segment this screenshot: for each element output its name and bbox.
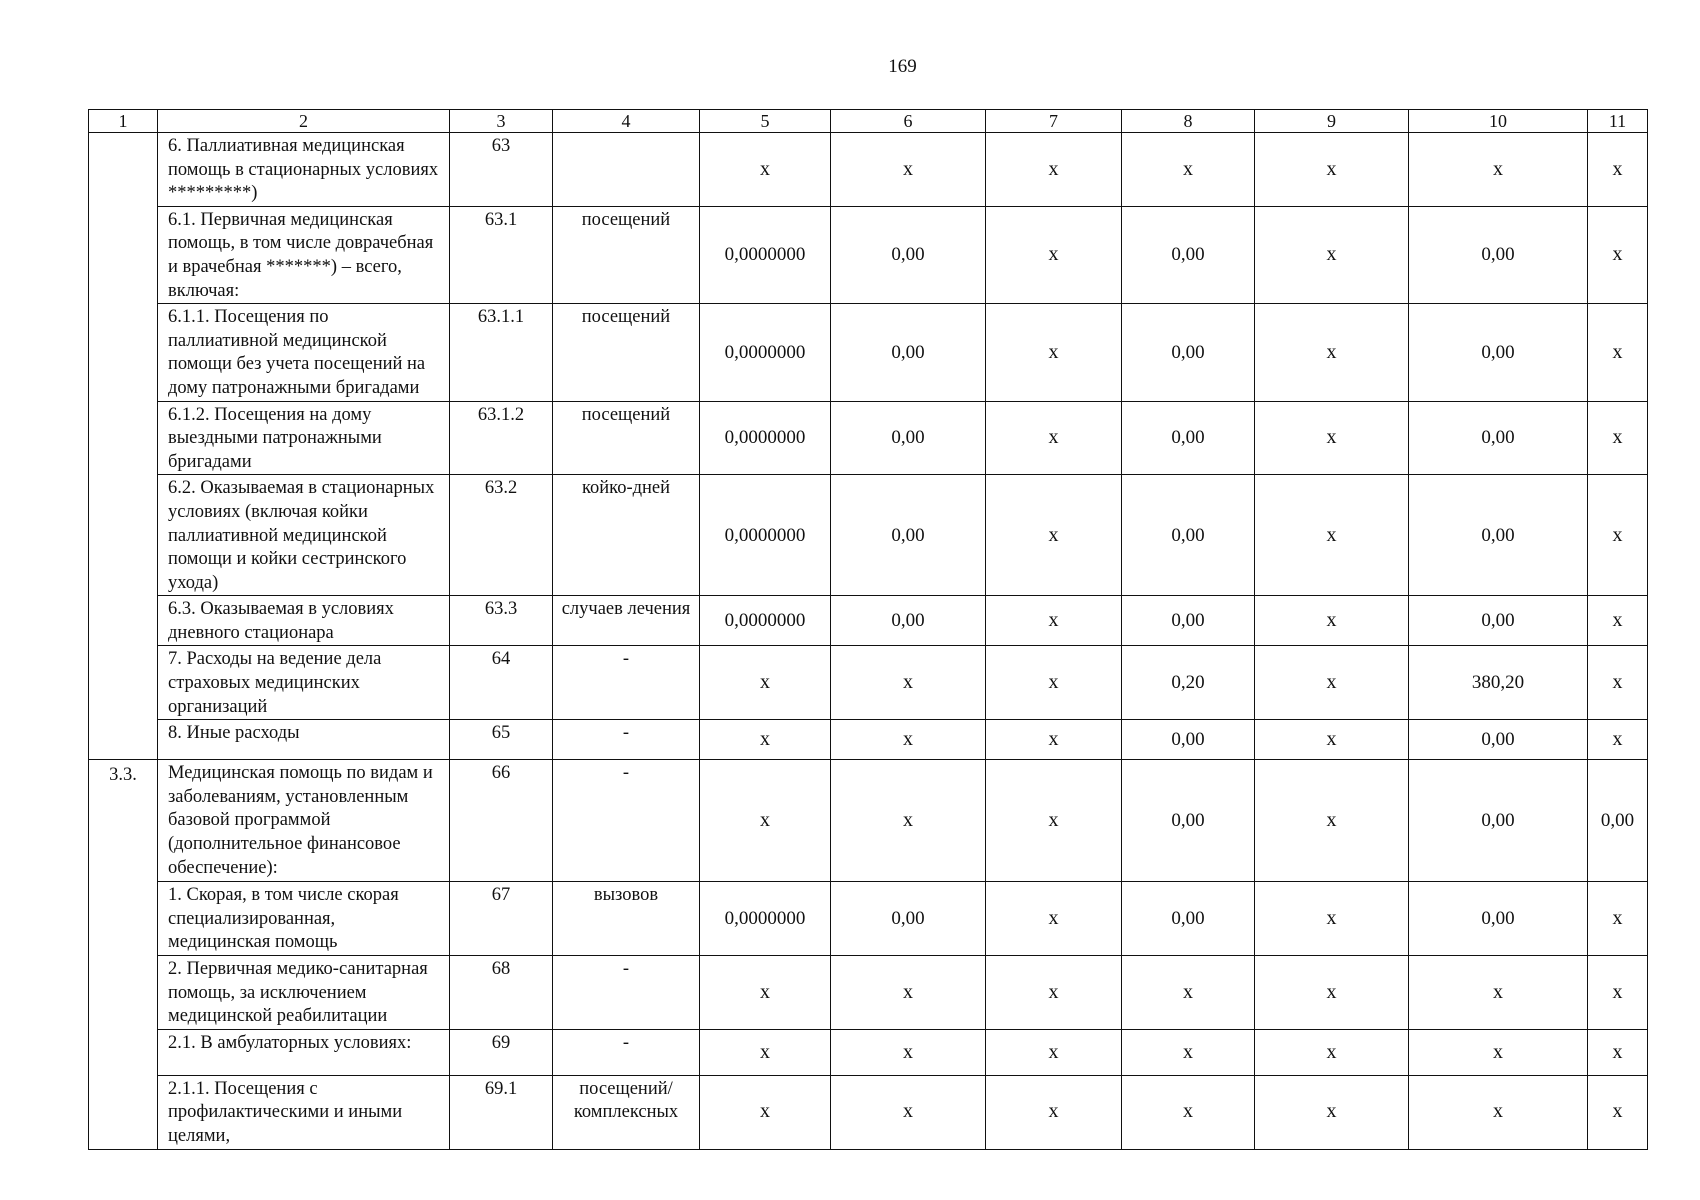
value-cell-6: х — [831, 1029, 986, 1075]
value-cell-8: 0,00 — [1122, 720, 1255, 760]
section-number-cell — [89, 133, 158, 207]
table-row — [89, 401, 1648, 475]
value-cell-6: х — [831, 133, 986, 207]
row-code-cell: 65 — [450, 720, 553, 760]
column-number: 10 — [1409, 110, 1588, 133]
value-cell-6: х — [831, 956, 986, 1030]
value-cell-10: х — [1409, 1029, 1588, 1075]
unit-cell: - — [553, 1029, 700, 1075]
value-cell-11: х — [1588, 1075, 1648, 1149]
value-cell-10: 0,00 — [1409, 596, 1588, 646]
value-cell-5: 0,0000000 — [700, 882, 831, 956]
value-cell-8: 0,00 — [1122, 760, 1255, 882]
value-cell-7: х — [986, 1075, 1122, 1149]
value-cell-7: х — [986, 596, 1122, 646]
value-cell-6: 0,00 — [831, 882, 986, 956]
column-number: 1 — [89, 110, 158, 133]
unit-cell: койко-дней — [553, 475, 700, 596]
value-cell-5: 0,0000000 — [700, 475, 831, 596]
row-code-cell: 63.3 — [450, 596, 553, 646]
value-cell-11: х — [1588, 206, 1648, 303]
value-cell-11: х — [1588, 956, 1648, 1030]
value-cell-6: х — [831, 1075, 986, 1149]
value-cell-8: 0,00 — [1122, 475, 1255, 596]
column-number: 5 — [700, 110, 831, 133]
table-row — [89, 596, 1648, 646]
value-cell-6: 0,00 — [831, 304, 986, 401]
row-code-cell: 64 — [450, 646, 553, 720]
description-cell: 6.1. Первичная медицинская помощь, в том числе доврачебная и врачебная *******) – всего, включая: — [158, 206, 450, 303]
value-cell-11: х — [1588, 596, 1648, 646]
table-row — [89, 206, 1648, 303]
value-cell-6: 0,00 — [831, 206, 986, 303]
section-number-cell — [89, 1029, 158, 1075]
value-cell-11: х — [1588, 720, 1648, 760]
table-row — [89, 956, 1648, 1030]
table-row — [89, 475, 1648, 596]
row-code-cell: 67 — [450, 882, 553, 956]
unit-cell: - — [553, 720, 700, 760]
description-cell: 2.1.1. Посещения с профилактическими и иными целями, — [158, 1075, 450, 1149]
section-number-cell — [89, 596, 158, 646]
value-cell-5: х — [700, 133, 831, 207]
value-cell-10: 0,00 — [1409, 475, 1588, 596]
column-number-row — [89, 110, 1648, 133]
value-cell-10: 0,00 — [1409, 882, 1588, 956]
table-row — [89, 646, 1648, 720]
value-cell-6: х — [831, 720, 986, 760]
value-cell-8: 0,00 — [1122, 401, 1255, 475]
row-code-cell: 68 — [450, 956, 553, 1030]
value-cell-11: х — [1588, 1029, 1648, 1075]
section-number-cell — [89, 956, 158, 1030]
value-cell-8: 0,00 — [1122, 596, 1255, 646]
value-cell-11: х — [1588, 401, 1648, 475]
value-cell-9: х — [1255, 720, 1409, 760]
section-number-cell — [89, 720, 158, 760]
row-code-cell: 63.2 — [450, 475, 553, 596]
value-cell-8: 0,00 — [1122, 206, 1255, 303]
row-code-cell: 63 — [450, 133, 553, 207]
value-cell-9: х — [1255, 882, 1409, 956]
value-cell-7: х — [986, 304, 1122, 401]
value-cell-10: 0,00 — [1409, 760, 1588, 882]
value-cell-7: х — [986, 133, 1122, 207]
column-number: 2 — [158, 110, 450, 133]
description-cell: Медицинская помощь по видам и заболеваниям, установленным базовой программой (дополнительное финансовое обеспечение): — [158, 760, 450, 882]
section-number-cell — [89, 1075, 158, 1149]
description-cell: 6.2. Оказываемая в стационарных условиях (включая койки паллиативной медицинской помощи и койки сестринского ухода) — [158, 475, 450, 596]
value-cell-11: 0,00 — [1588, 760, 1648, 882]
unit-cell: случаев лечения — [553, 596, 700, 646]
value-cell-8: х — [1122, 956, 1255, 1030]
description-cell: 6.1.1. Посещения по паллиативной медицинской помощи без учета посещений на дому патронажными бригадами — [158, 304, 450, 401]
description-cell: 2.1. В амбулаторных условиях: — [158, 1029, 450, 1075]
section-number-cell — [89, 304, 158, 401]
unit-cell: посещений/ комплексных — [553, 1075, 700, 1149]
table-row — [89, 304, 1648, 401]
value-cell-10: х — [1409, 133, 1588, 207]
unit-cell: посещений — [553, 401, 700, 475]
value-cell-7: х — [986, 760, 1122, 882]
unit-cell: посещений — [553, 206, 700, 303]
page-number: 169 — [888, 56, 917, 77]
value-cell-6: 0,00 — [831, 596, 986, 646]
column-number: 11 — [1588, 110, 1648, 133]
value-cell-5: х — [700, 1029, 831, 1075]
table-row — [89, 882, 1648, 956]
value-cell-7: х — [986, 1029, 1122, 1075]
value-cell-5: 0,0000000 — [700, 304, 831, 401]
section-number-cell — [89, 475, 158, 596]
value-cell-11: х — [1588, 646, 1648, 720]
value-cell-6: х — [831, 760, 986, 882]
section-number-cell — [89, 882, 158, 956]
value-cell-7: х — [986, 882, 1122, 956]
value-cell-8: х — [1122, 133, 1255, 207]
column-number: 8 — [1122, 110, 1255, 133]
unit-cell: посещений — [553, 304, 700, 401]
table-row — [89, 760, 1648, 882]
unit-cell: вызовов — [553, 882, 700, 956]
value-cell-6: х — [831, 646, 986, 720]
value-cell-8: 0,00 — [1122, 304, 1255, 401]
section-number-cell — [89, 401, 158, 475]
value-cell-11: х — [1588, 133, 1648, 207]
value-cell-6: 0,00 — [831, 401, 986, 475]
value-cell-9: х — [1255, 956, 1409, 1030]
column-number: 9 — [1255, 110, 1409, 133]
value-cell-9: х — [1255, 1029, 1409, 1075]
table-row — [89, 133, 1648, 207]
value-cell-8: 0,20 — [1122, 646, 1255, 720]
value-cell-5: х — [700, 1075, 831, 1149]
value-cell-7: х — [986, 206, 1122, 303]
row-code-cell: 69.1 — [450, 1075, 553, 1149]
value-cell-10: 0,00 — [1409, 206, 1588, 303]
value-cell-9: х — [1255, 475, 1409, 596]
description-cell: 1. Скорая, в том числе скорая специализированная, медицинская помощь — [158, 882, 450, 956]
value-cell-11: х — [1588, 882, 1648, 956]
value-cell-5: 0,0000000 — [700, 596, 831, 646]
value-cell-7: х — [986, 475, 1122, 596]
value-cell-9: х — [1255, 133, 1409, 207]
value-cell-7: х — [986, 401, 1122, 475]
value-cell-10: 0,00 — [1409, 720, 1588, 760]
row-code-cell: 63.1.1 — [450, 304, 553, 401]
data-table — [88, 109, 1648, 1150]
value-cell-10: 0,00 — [1409, 401, 1588, 475]
value-cell-9: х — [1255, 760, 1409, 882]
value-cell-5: х — [700, 646, 831, 720]
value-cell-9: х — [1255, 1075, 1409, 1149]
row-code-cell: 69 — [450, 1029, 553, 1075]
column-number: 7 — [986, 110, 1122, 133]
value-cell-5: 0,0000000 — [700, 206, 831, 303]
value-cell-8: х — [1122, 1075, 1255, 1149]
description-cell: 6. Паллиативная медицинская помощь в стационарных условиях *********) — [158, 133, 450, 207]
value-cell-9: х — [1255, 596, 1409, 646]
description-cell: 6.3. Оказываемая в условиях дневного стационара — [158, 596, 450, 646]
description-cell: 6.1.2. Посещения на дому выездными патронажными бригадами — [158, 401, 450, 475]
value-cell-9: х — [1255, 401, 1409, 475]
value-cell-10: 380,20 — [1409, 646, 1588, 720]
column-number: 4 — [553, 110, 700, 133]
value-cell-8: х — [1122, 1029, 1255, 1075]
value-cell-7: х — [986, 956, 1122, 1030]
value-cell-10: х — [1409, 956, 1588, 1030]
column-number: 6 — [831, 110, 986, 133]
value-cell-5: 0,0000000 — [700, 401, 831, 475]
value-cell-11: х — [1588, 304, 1648, 401]
value-cell-7: х — [986, 720, 1122, 760]
description-cell: 2. Первичная медико-санитарная помощь, за исключением медицинской реабилитации — [158, 956, 450, 1030]
row-code-cell: 66 — [450, 760, 553, 882]
table-row — [89, 1075, 1648, 1149]
value-cell-10: х — [1409, 1075, 1588, 1149]
value-cell-5: х — [700, 720, 831, 760]
value-cell-9: х — [1255, 206, 1409, 303]
section-number-cell: 3.3. — [89, 760, 158, 882]
value-cell-5: х — [700, 956, 831, 1030]
value-cell-10: 0,00 — [1409, 304, 1588, 401]
value-cell-9: х — [1255, 304, 1409, 401]
unit-cell — [553, 133, 700, 207]
description-cell: 8. Иные расходы — [158, 720, 450, 760]
unit-cell: - — [553, 956, 700, 1030]
value-cell-11: х — [1588, 475, 1648, 596]
column-number: 3 — [450, 110, 553, 133]
unit-cell: - — [553, 646, 700, 720]
description-cell: 7. Расходы на ведение дела страховых медицинских организаций — [158, 646, 450, 720]
table-row — [89, 720, 1648, 760]
section-number-cell — [89, 646, 158, 720]
unit-cell: - — [553, 760, 700, 882]
value-cell-9: х — [1255, 646, 1409, 720]
row-code-cell: 63.1.2 — [450, 401, 553, 475]
row-code-cell: 63.1 — [450, 206, 553, 303]
value-cell-8: 0,00 — [1122, 882, 1255, 956]
value-cell-7: х — [986, 646, 1122, 720]
value-cell-6: 0,00 — [831, 475, 986, 596]
section-number-cell — [89, 206, 158, 303]
value-cell-5: х — [700, 760, 831, 882]
table-row — [89, 1029, 1648, 1075]
